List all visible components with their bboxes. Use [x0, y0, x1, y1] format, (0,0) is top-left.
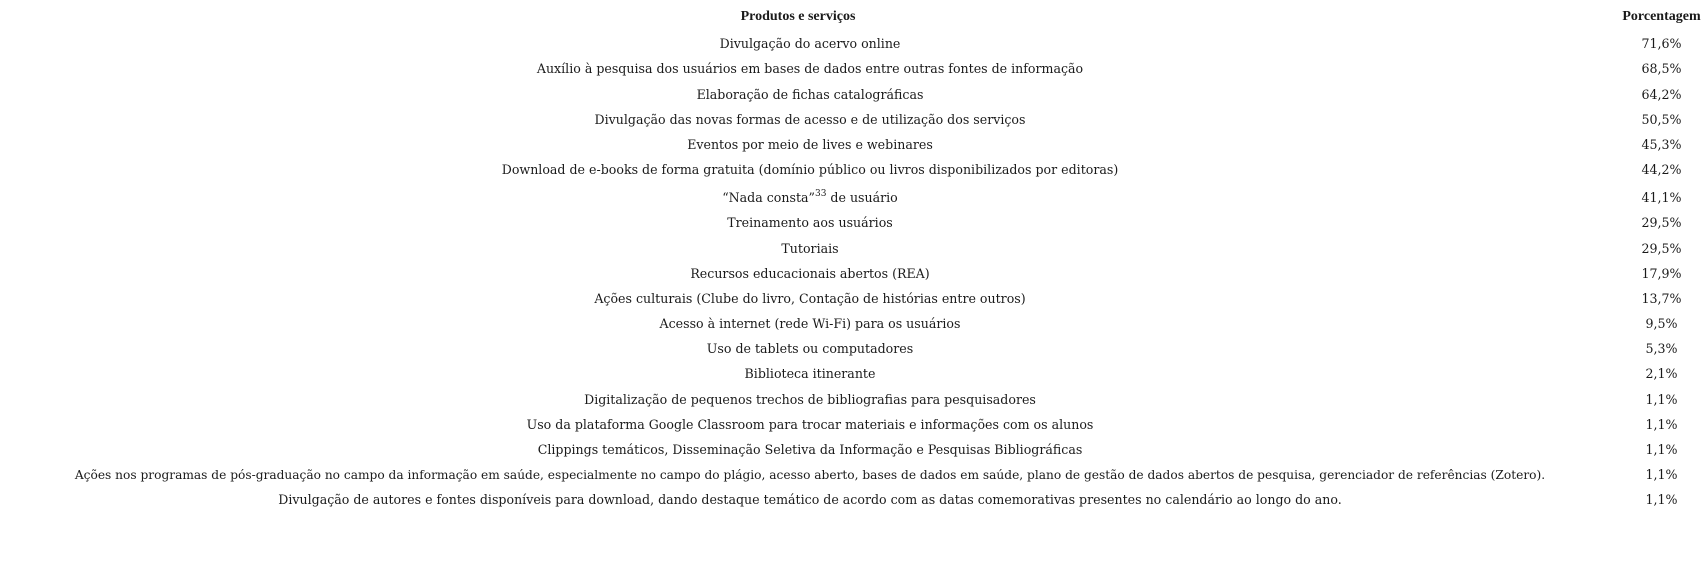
table-row [0, 179, 1703, 207]
row-description: Auxílio à pesquisa dos usuários em bases de dados entre outras fontes de informação [536, 61, 1084, 77]
row-description: Elaboração de fichas catalográficas [696, 86, 924, 102]
row-percentage: 44,2% [1641, 162, 1682, 178]
row-percentage: 13,7% [1641, 290, 1682, 306]
table-row [0, 78, 1703, 103]
table-row [0, 207, 1703, 232]
row-percentage: 71,6% [1641, 36, 1682, 52]
row-description: Eventos por meio de lives e webinares [687, 136, 933, 152]
row-percentage: 2,1% [1645, 366, 1678, 382]
row-description: Divulgação do acervo online [719, 36, 901, 52]
row-description: Acesso à internet (rede Wi-Fi) para os usuários [659, 316, 961, 332]
table-row [0, 232, 1703, 257]
row-description: Biblioteca itinerante [744, 366, 876, 382]
row-description: Clippings temáticos, Disseminação Seletiva da Informação e Pesquisas Bibliográficas [537, 442, 1083, 457]
table-row [0, 409, 1703, 434]
row-description: Recursos educacionais abertos (REA) [690, 265, 930, 281]
row-description: Treinamento aos usuários [727, 215, 893, 231]
row-percentage: 45,3% [1641, 136, 1682, 152]
table-row [0, 154, 1703, 179]
row-description [0, 189, 1620, 207]
table-header [0, 6, 1703, 28]
row-percentage: 64,2% [1641, 86, 1682, 102]
row-percentage: 1,1% [1645, 467, 1678, 483]
table-row [0, 28, 1703, 53]
row-percentage: 1,1% [1645, 492, 1678, 508]
footnote-marker: 33 [814, 189, 827, 200]
header-percentage: Porcentagem [1622, 9, 1701, 24]
row-description: Uso da plataforma Google Classroom para trocar materiais e informações com os alunos [526, 416, 1094, 432]
services-table [0, 6, 1703, 509]
table-row [0, 484, 1703, 509]
row-description-after: de usuário [826, 190, 898, 206]
row-description: Divulgação de autores e fontes disponíveis para download, dando destaque temático de acordo com as datas comemorativas presentes no calendário ao longo do ano. [278, 492, 1342, 508]
table-row [0, 333, 1703, 358]
row-description: Download de e-books de forma gratuita (domínio público ou livros disponibilizados por editoras) [501, 162, 1119, 178]
row-percentage: 41,1% [1641, 190, 1682, 206]
table-row [0, 358, 1703, 383]
row-description: Ações culturais (Clube do livro, Contação de histórias entre outros) [594, 290, 1026, 306]
row-percentage: 9,5% [1645, 316, 1678, 332]
row-percentage: 68,5% [1641, 61, 1682, 77]
row-percentage: 1,1% [1645, 391, 1678, 407]
table-row [0, 459, 1703, 484]
row-percentage: 1,1% [1645, 442, 1678, 457]
table-row [0, 53, 1703, 78]
table-row [0, 383, 1703, 408]
row-description: Uso de tablets ou computadores [706, 341, 914, 357]
row-percentage: 50,5% [1641, 111, 1682, 127]
row-description: Ações nos programas de pós-graduação no campo da informação em saúde, especialmente no campo do plágio, acesso aberto, bases de dados em saúde, plano de gestão de dados abertos de pesquisa, gerenciador de referências (Zotero). [74, 468, 1546, 483]
row-description: Tutoriais [781, 240, 839, 256]
row-percentage: 5,3% [1645, 341, 1678, 357]
header-description: Produtos e serviços [740, 9, 856, 24]
row-percentage: 17,9% [1641, 265, 1682, 281]
row-description: Digitalização de pequenos trechos de bibliografias para pesquisadores [584, 391, 1036, 407]
table-row [0, 283, 1703, 308]
table-row [0, 308, 1703, 333]
row-description: Divulgação das novas formas de acesso e de utilização dos serviços [594, 111, 1026, 127]
row-percentage: 29,5% [1641, 240, 1682, 256]
table-row [0, 434, 1703, 459]
row-percentage: 1,1% [1645, 416, 1678, 432]
row-percentage: 29,5% [1641, 215, 1682, 231]
row-description-before: “Nada consta” [722, 190, 815, 206]
table-row [0, 129, 1703, 154]
table-row [0, 104, 1703, 129]
table-row [0, 258, 1703, 283]
